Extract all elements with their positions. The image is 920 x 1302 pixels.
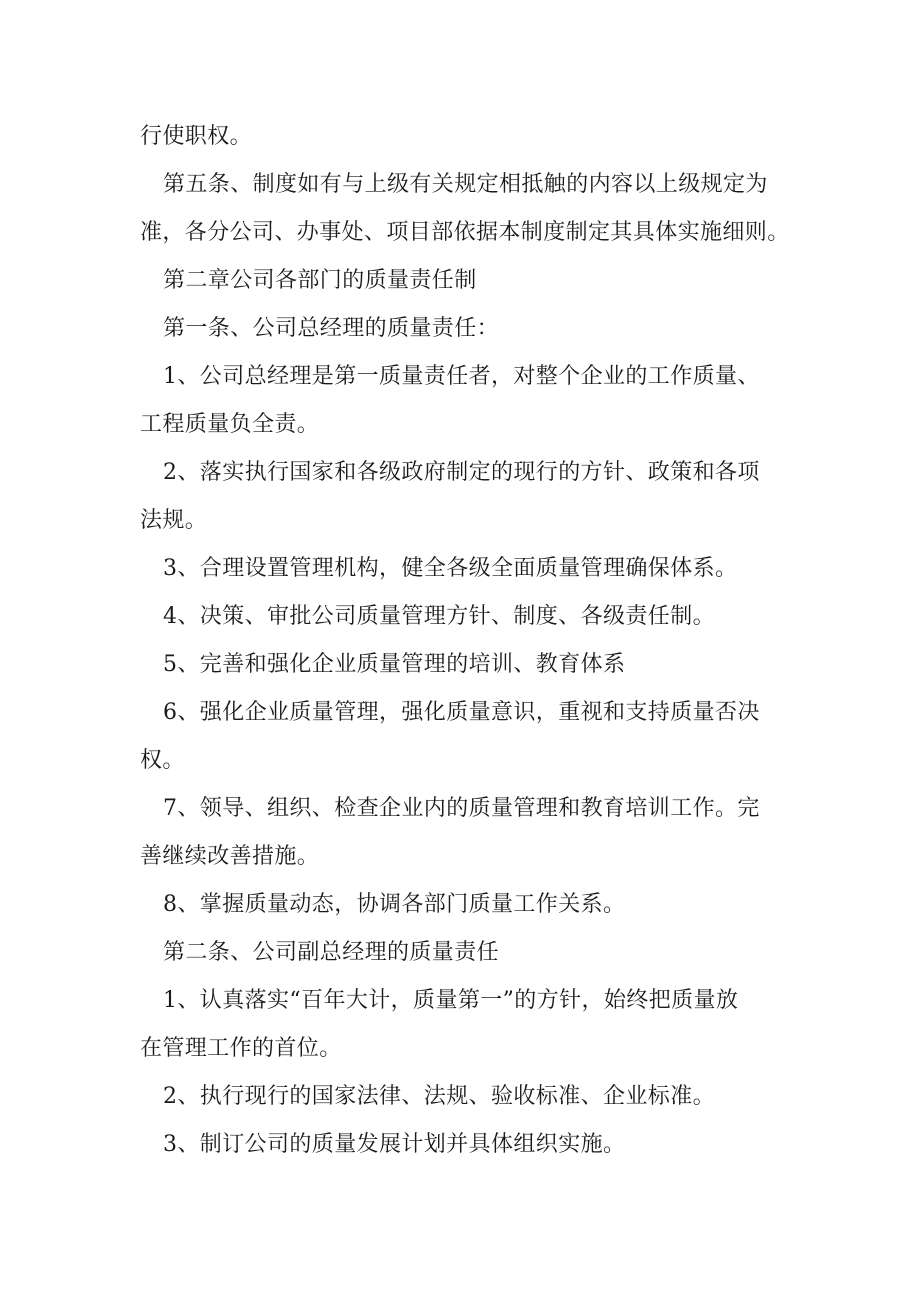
text-line: 5、完善和强化企业质量管理的培训、教育体系 xyxy=(163,652,626,677)
text-line: 在管理工作的首位。 xyxy=(140,1036,342,1061)
text-line: 6、强化企业质量管理，强化质量意识，重视和支持质量否决 xyxy=(163,700,760,725)
chapter-heading: 第二章公司各部门的质量责任制 xyxy=(163,268,477,293)
text-line: 准，各分公司、办事处、项目部依据本制度制定其具体实施细则。 xyxy=(140,220,790,245)
article-heading: 第一条、公司总经理的质量责任： xyxy=(163,316,500,341)
text-line: 3、合理设置管理机构，健全各级全面质量管理确保体系。 xyxy=(163,556,738,581)
text-line: 1、公司总经理是第一质量责任者，对整个企业的工作质量、 xyxy=(163,364,760,389)
text-line: 善继续改善措施。 xyxy=(140,844,320,869)
text-line: 第五条、制度如有与上级有关规定相抵触的内容以上级规定为 xyxy=(163,172,768,197)
text-line: 法规。 xyxy=(140,508,208,533)
text-line: 权。 xyxy=(140,748,185,773)
article-heading: 第二条、公司副总经理的质量责任 xyxy=(163,940,500,965)
text-line: 3、制订公司的质量发展计划并具体组织实施。 xyxy=(163,1132,626,1157)
text-line: 2、落实执行国家和各级政府制定的现行的方针、政策和各项 xyxy=(163,460,760,485)
text-line: 工程质量负全责。 xyxy=(140,412,320,437)
text-line: 4、决策、审批公司质量管理方针、制度、各级责任制。 xyxy=(163,604,715,629)
text-line: 行使职权。 xyxy=(140,124,253,149)
text-line: 7、领导、组织、检查企业内的质量管理和教育培训工作。完 xyxy=(163,796,760,821)
text-line: 8、掌握质量动态，协调各部门质量工作关系。 xyxy=(163,892,626,917)
text-line: 1、认真落实“百年大计，质量第一”的方针，始终把质量放 xyxy=(163,988,739,1013)
text-line: 2、执行现行的国家法律、法规、验收标准、企业标准。 xyxy=(163,1084,715,1109)
